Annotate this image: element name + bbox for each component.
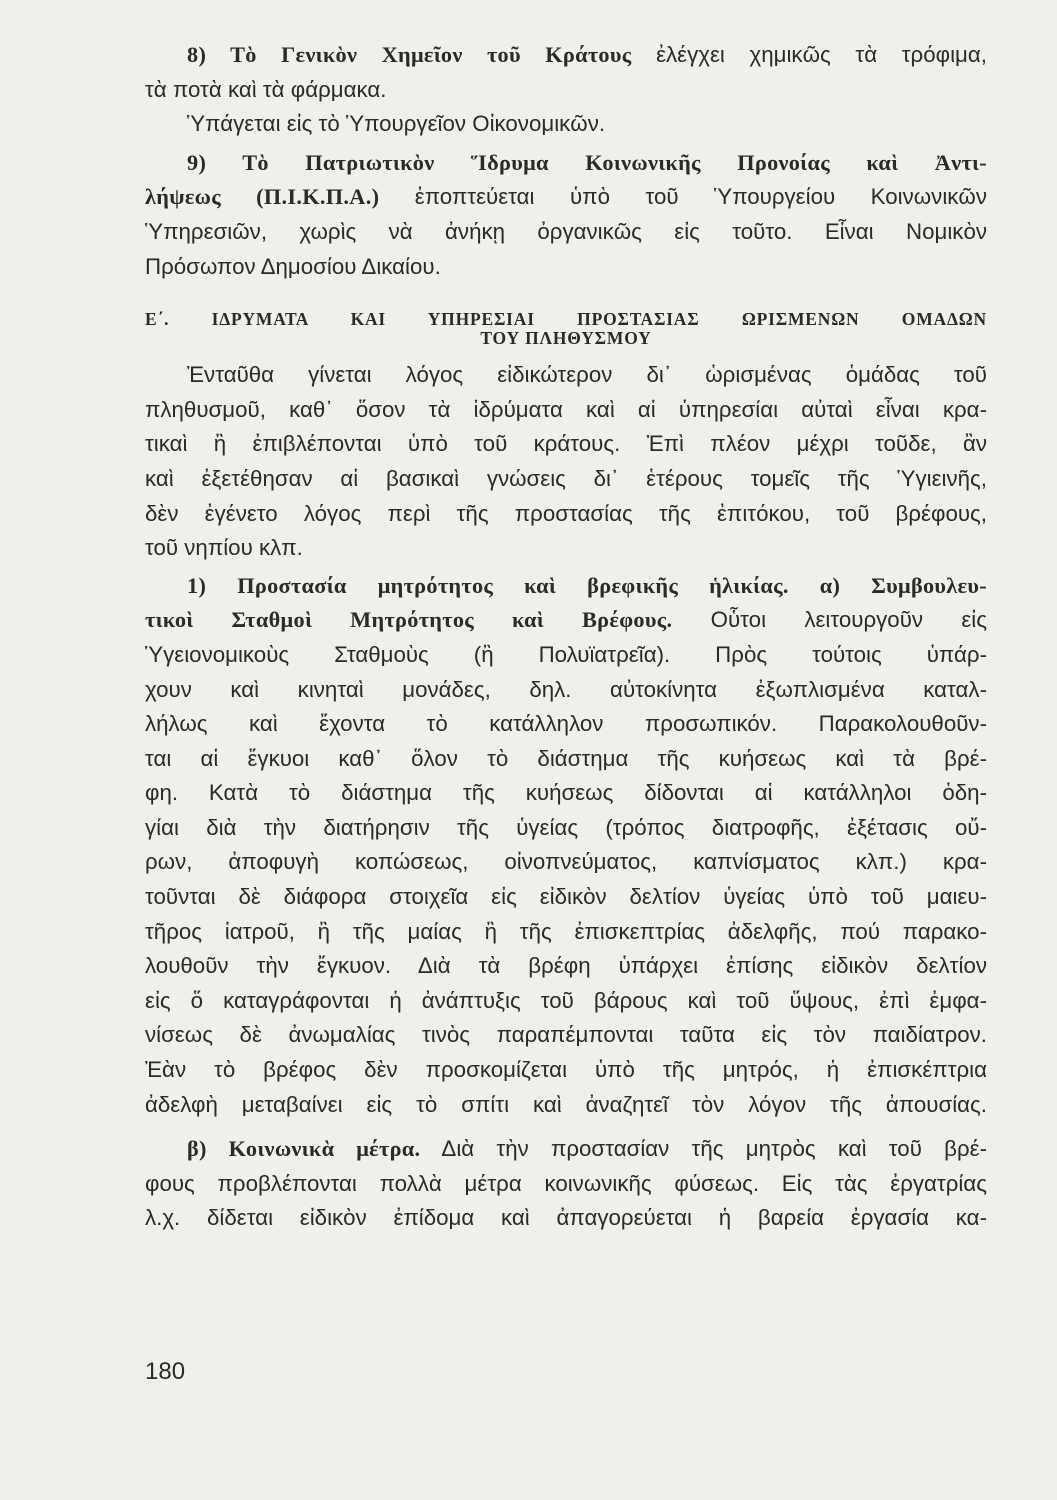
section-9-title: 9) Τὸ Πατριωτικὸν Ἵδρυμα Κοινωνικῆς Προνοίας καὶ Ἀντι-	[187, 149, 987, 175]
section-1-line: ται αἱ ἔγκυοι καθ᾽ ὅλον τὸ διάστημα τῆς κυήσεως καὶ τὰ βρέ-	[145, 745, 987, 771]
section-b-line: φους προβλέπονται πολλὰ μέτρα κοινωνικῆς φύσεως. Εἰς τὰς ἐργατρίας	[145, 1170, 987, 1196]
section-1-line: νίσεως δὲ ἀνωμαλίας τινὸς παραπέμπονται ταῦτα εἰς τὸν παιδίατρον.	[145, 1022, 987, 1048]
section-e-para-line: καὶ ἐξετέθησαν αἱ βασικαὶ γνώσεις δι᾽ ἑτέρους τομεῖς τῆς Ὑγιεινῆς,	[145, 465, 987, 491]
section-9-line-4: Πρόσωπον Δημοσίου Δικαίου.	[145, 253, 441, 279]
section-1-title: 1) Προστασία μητρότητος καὶ βρεφικῆς ἡλικίας. α) Συμβουλευ-	[187, 572, 987, 598]
section-1-line: ρων, ἀποφυγὴ κοπώσεως, οἰνοπνεύματος, καπνίσματος κλπ.) κρα-	[145, 849, 987, 875]
section-1-line: χουν καὶ κινηταὶ μονάδες, δηλ. αὐτοκίνητα ἐξωπλισμένα καταλ-	[145, 676, 987, 702]
page-number: 180	[145, 1358, 186, 1385]
section-b-line: λ.χ. δίδεται εἰδικὸν ἐπίδομα καὶ ἀπαγορεύεται ἡ βαρεία ἐργασία κα-	[145, 1205, 987, 1231]
section-1-line: τῆρος ἰατροῦ, ἢ τῆς μαίας ἢ τῆς ἐπισκεπτρίας ἀδελφῆς, πού παρακο-	[145, 918, 987, 944]
section-1-line: τικοὶ Σταθμοὶ Μητρότητος καὶ Βρέφους. Οὗτοι λειτουργοῦν εἰς	[145, 607, 987, 633]
section-b-line-1: β) Κοινωνικὰ μέτρα. Διὰ τὴν προστασίαν τῆς μητρὸς καὶ τοῦ βρέ-	[187, 1136, 987, 1162]
book-page	[145, 38, 987, 1236]
section-e-heading-line-2: ΤΟΥ ΠΛΗΘΥΣΜΟΥ	[480, 328, 652, 349]
section-1-line: Ὑγειονομικοὺς Σταθμοὺς (ἢ Πολυϊατρεῖα). Πρὸς τούτοις ὑπάρ-	[145, 641, 987, 667]
section-e-para-line: δὲν ἐγένετο λόγος περὶ τῆς προστασίας τῆς ἐπιτόκου, τοῦ βρέφους,	[145, 500, 987, 526]
section-1-line: Ἐὰν τὸ βρέφος δὲν προσκομίζεται ὑπὸ τῆς μητρός, ἡ ἐπισκέπτρια	[145, 1057, 987, 1083]
section-1-line: λουθοῦν τὴν ἔγκυον. Διὰ τὰ βρέφη ὑπάρχει ἐπίσης εἰδικὸν δελτίον	[145, 953, 987, 979]
section-9-line-3: Ὑπηρεσιῶν, χωρὶς νὰ ἀνήκῃ ὀργανικῶς εἰς τοῦτο. Εἶναι Νομικὸν	[145, 218, 987, 244]
section-1-line: φη. Κατὰ τὸ διάστημα τῆς κυήσεως δίδονται αἱ κατάλληλοι ὁδη-	[145, 780, 987, 806]
section-b-title: β) Κοινωνικὰ μέτρα.	[187, 1136, 421, 1162]
section-8-line-1: 8) Τὸ Γενικὸν Χημεῖον τοῦ Κράτους ἐλέγχει χημικῶς τὰ τρόφιμα,	[187, 42, 987, 67]
section-e-para-line: Ἐνταῦθα γίνεται λόγος εἰδικώτερον δι᾽ ὡρισμένας ὁμάδας τοῦ	[187, 362, 987, 388]
section-8-line-3: Ὑπάγεται εἰς τὸ Ὑπουργεῖον Οἰκονομικῶν.	[187, 111, 606, 137]
section-1-line: ἀδελφὴ μεταβαίνει εἰς τὸ σπίτι καὶ ἀναζητεῖ τὸν λόγον τῆς ἀπουσίας.	[145, 1091, 987, 1117]
section-8-title: 8) Τὸ Γενικὸν Χημεῖον τοῦ Κράτους	[187, 42, 632, 67]
section-8-line-2: τὰ ποτὰ καὶ τὰ φάρμακα.	[145, 76, 387, 102]
section-e-para-line: τικαὶ ἢ ἐπιβλέπονται ὑπὸ τοῦ κράτους. Ἐπὶ πλέον μέχρι τοῦδε, ἂν	[145, 431, 987, 457]
section-e-heading: Ε΄. ΙΔΡΥΜΑΤΑ ΚΑΙ ΥΠΗΡΕΣΙΑΙ ΠΡΟΣΤΑΣΙΑΣ ΩΡΙΣΜΕΝΩΝ ΟΜΑΔΩΝ	[145, 309, 987, 330]
section-1-line: λήλως καὶ ἔχοντα τὸ κατάλληλον προσωπικόν. Παρακολουθοῦν-	[145, 711, 987, 737]
section-e-para-line: τοῦ νηπίου κλπ.	[145, 535, 303, 561]
section-e-para-line: πληθυσμοῦ, καθ᾽ ὅσον τὰ ἱδρύματα καὶ αἱ ὑπηρεσίαι αὐταὶ εἶναι κρα-	[145, 396, 987, 422]
section-1-line: γίαι διὰ τὴν διατήρησιν τῆς ὑγείας (τρόπος διατροφῆς, ἐξέτασις οὔ-	[145, 814, 987, 840]
section-1-line: τοῦνται δὲ διάφορα στοιχεῖα εἰς εἰδικὸν δελτίον ὑγείας ὑπὸ τοῦ μαιευ-	[145, 884, 987, 910]
section-9-line-2: λήψεως (Π.Ι.Κ.Π.Α.) ἐποπτεύεται ὑπὸ τοῦ Ὑπουργείου Κοινωνικῶν	[145, 184, 987, 210]
section-1-line: εἰς ὅ καταγράφονται ἡ ἀνάπτυξις τοῦ βάρους καὶ τοῦ ὕψους, ἐπὶ ἐμφα-	[145, 987, 987, 1013]
